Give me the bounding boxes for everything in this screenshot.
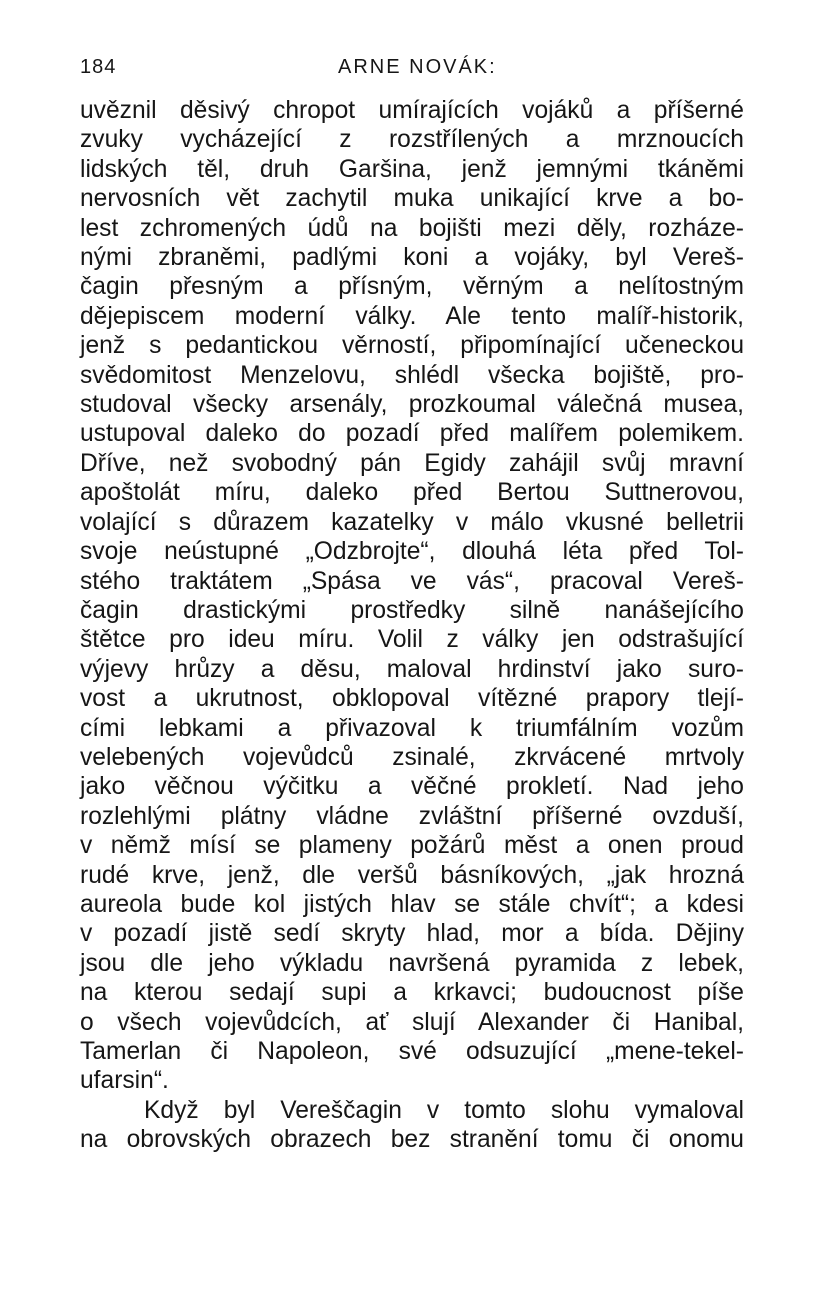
text-line: svědomitost Menzelovu, shlédl všecka bojiště, pro- — [80, 361, 744, 389]
text-line: Tamerlan či Napoleon, své odsuzující „mene-tekel- — [80, 1038, 744, 1065]
text-line: cími lebkami a přivazoval k triumfálním vozům — [80, 714, 744, 742]
text-line: rudé krve, jenž, dle veršů básníkových, „jak hrozná — [80, 861, 744, 889]
page-number: 184 — [80, 56, 117, 78]
text-line: studoval všecky arsenály, prozkoumal válečná musea, — [80, 391, 744, 419]
text-line: jsou dle jeho výkladu navršená pyramida z lebek, — [80, 949, 744, 977]
text-line: aureola bude kol jistých hlav se stále chvít“; a kdesi — [80, 890, 744, 918]
paragraph — [80, 96, 744, 1096]
text-line: nými zbraněmi, padlými koni a vojáky, byl Vereš- — [80, 244, 744, 272]
text-line: čagin přesným a přísným, věrným a nelítostným — [80, 273, 744, 301]
text-line: na obrovských obrazech bez stranění tomu či onomu — [80, 1126, 744, 1154]
text-line: svoje neústupné „Odzbrojte“, dlouhá léta před Tol- — [80, 538, 744, 566]
text-line: ufarsin“. — [80, 1067, 169, 1095]
text-line: lest zchromených údů na bojišti mezi děly, rozháze- — [80, 214, 744, 242]
text-line: ustupoval daleko do pozadí před malířem polemikem. — [80, 420, 744, 448]
text-line: jenž s pedantickou věrností, připomínající učeneckou — [80, 332, 744, 360]
text-line: rozlehlými plátny vládne zvláštní příšerné ovzduší, — [80, 802, 744, 830]
text-line: na kterou sedají supi a krkavci; budoucnost píše — [80, 979, 744, 1007]
text-line: Když byl Vereščagin v tomto slohu vymaloval — [144, 1096, 744, 1124]
text-line: dějepiscem moderní války. Ale tento malíř-historik, — [80, 302, 744, 330]
text-line: v pozadí jistě sedí skryty hlad, mor a bída. Dějiny — [80, 920, 744, 948]
body-text — [80, 96, 744, 1155]
text-line: vost a ukrutnost, obklopoval vítězné prapory tlejí- — [80, 685, 744, 713]
text-line: výjevy hrůzy a děsu, maloval hrdinství jako suro- — [80, 655, 744, 683]
text-line: velebených vojevůdců zsinalé, zkrvácené mrtvoly — [80, 743, 744, 771]
page-header — [80, 56, 740, 86]
running-head: ARNE NOVÁK: — [338, 56, 497, 78]
text-line: o všech vojevůdcích, ať slují Alexander či Hanibal, — [80, 1008, 744, 1036]
text-line: zvuky vycházející z rozstřílených a mrznoucích — [80, 126, 744, 154]
text-line: čagin drastickými prostředky silně nanášejícího — [80, 596, 744, 624]
text-line: nervosních vět zachytil muka unikající krve a bo- — [80, 185, 744, 213]
text-line: apoštolát míru, daleko před Bertou Suttnerovou, — [80, 479, 744, 507]
text-line: jako věčnou výčitku a věčné prokletí. Nad jeho — [80, 773, 744, 801]
text-line: stého traktátem „Spása ve vás“, pracoval Vereš- — [80, 567, 744, 595]
text-line: Dříve, než svobodný pán Egidy zahájil svůj mravní — [80, 449, 744, 477]
text-line: uvěznil děsivý chropot umírajících vojáků a příšerné — [80, 97, 744, 124]
text-line: štětce pro ideu míru. Volil z války jen odstrašující — [80, 626, 744, 654]
text-line: v němž mísí se plameny požárů měst a onen proud — [80, 832, 744, 860]
text-line: volající s důrazem kazatelky v málo vkusné belletrii — [80, 508, 744, 536]
paragraph — [80, 1096, 744, 1155]
text-line: lidských těl, druh Garšina, jenž jemnými tkáněmi — [80, 155, 744, 183]
